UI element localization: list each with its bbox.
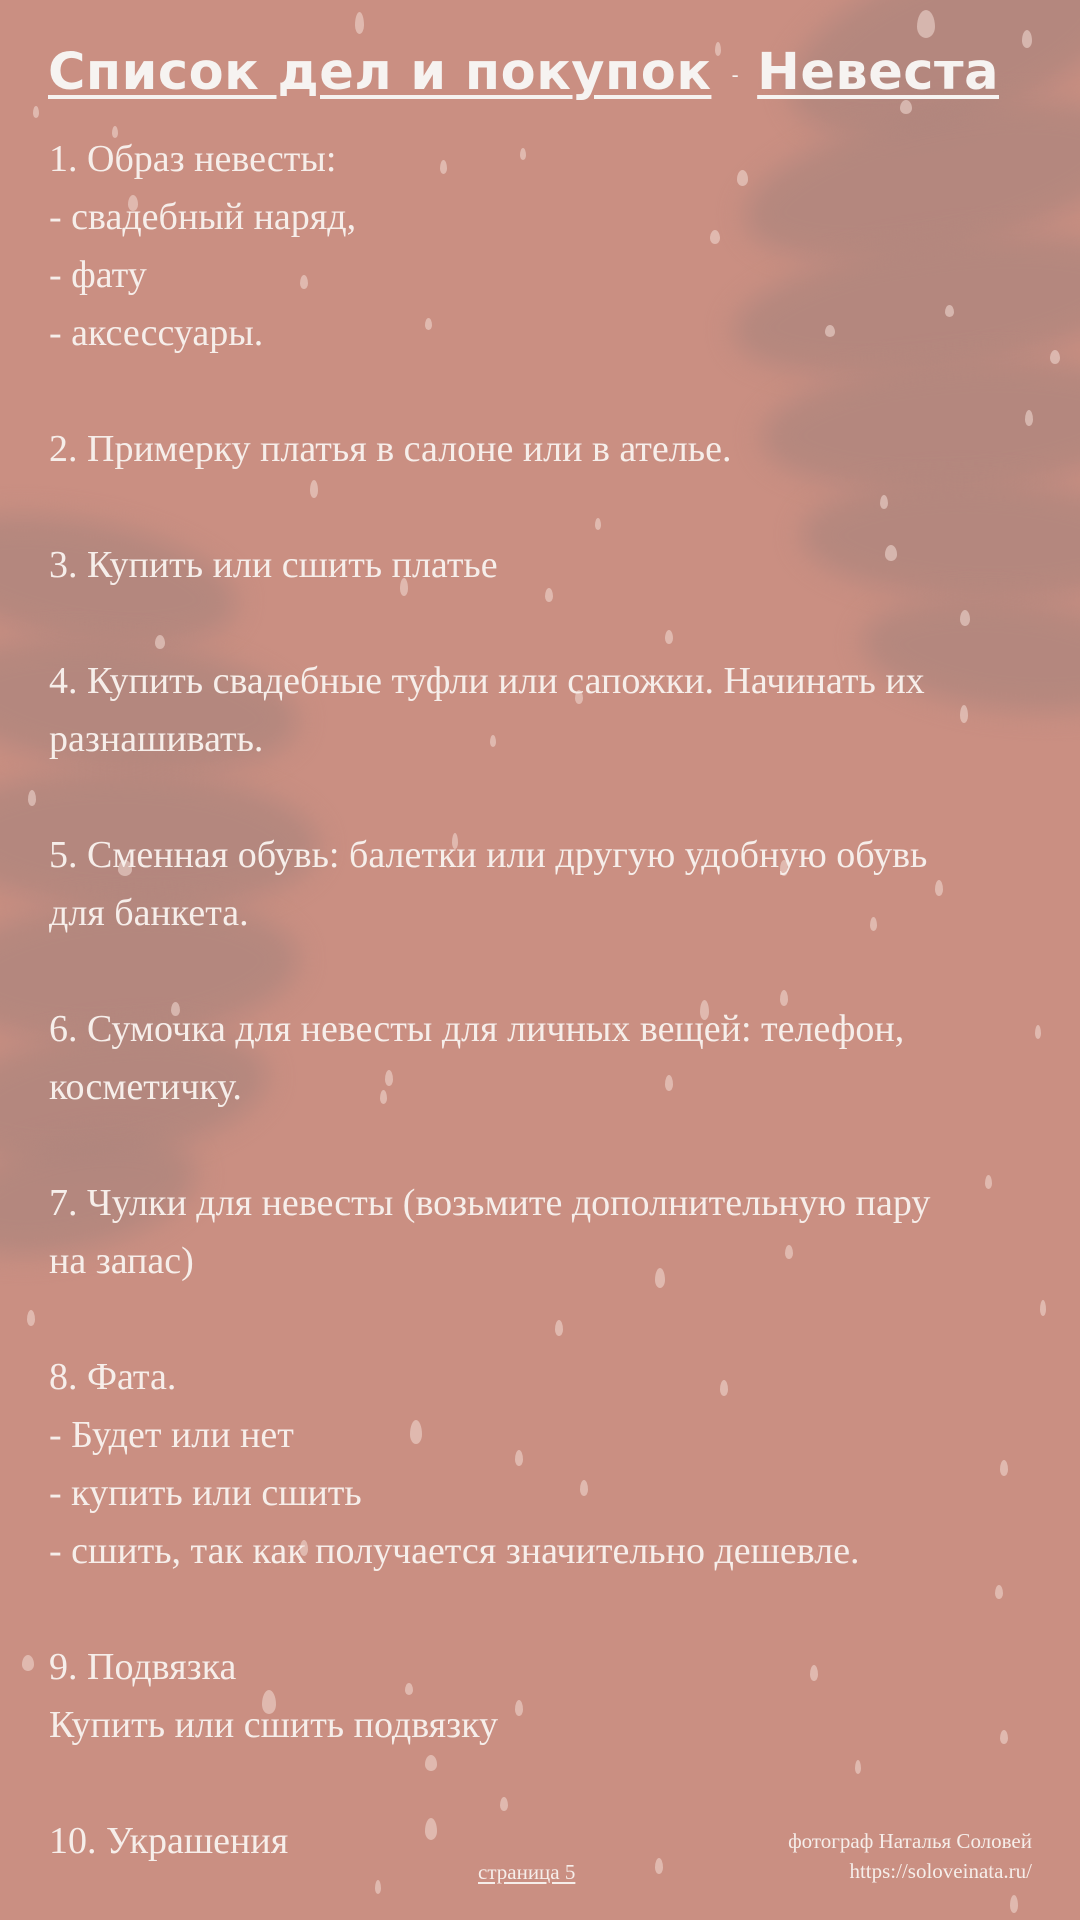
checklist-item-1	[49, 130, 1039, 362]
spacer	[49, 362, 1039, 420]
title-sub: Невеста	[757, 43, 999, 102]
item-continuation: разнашивать.	[49, 718, 264, 760]
spacer	[49, 1116, 1039, 1174]
item-subline: - купить или сшить	[49, 1472, 362, 1514]
photographer-credit	[788, 1826, 1032, 1886]
item-continuation: для банкета.	[49, 892, 249, 934]
item-continuation: косметичку.	[49, 1066, 242, 1108]
item-heading: 4. Купить свадебные туфли или сапожки. Начинать их	[49, 660, 925, 702]
item-subline: Купить или сшить подвязку	[49, 1704, 499, 1746]
page-title	[48, 38, 999, 110]
item-heading: 6. Сумочка для невесты для личных вещей: телефон,	[49, 1008, 905, 1050]
spacer	[49, 594, 1039, 652]
title-main: Список дел и покупок	[48, 43, 712, 102]
checklist-item-4	[49, 652, 1039, 768]
credit-url-link[interactable]: https://soloveinata.ru/	[849, 1859, 1032, 1883]
checklist-item-5	[49, 826, 1039, 942]
item-continuation: на запас)	[49, 1240, 194, 1282]
item-heading: 8. Фата.	[49, 1356, 177, 1398]
checklist	[49, 130, 1039, 1870]
item-heading: 5. Сменная обувь: балетки или другую удобную обувь	[49, 834, 928, 876]
checklist-item-7	[49, 1174, 1039, 1290]
page-number-link[interactable]: страница 5	[478, 1860, 576, 1884]
item-subline: - сшить, так как получается значительно дешевле.	[49, 1530, 860, 1572]
checklist-item-2	[49, 420, 1039, 478]
item-heading: 9. Подвязка	[49, 1646, 237, 1688]
checklist-item-6	[49, 1000, 1039, 1116]
item-subline: - аксессуары.	[49, 312, 264, 354]
spacer	[49, 1754, 1039, 1812]
spacer	[49, 1290, 1039, 1348]
item-subline: - Будет или нет	[49, 1414, 294, 1456]
spacer	[49, 1580, 1039, 1638]
checklist-item-8	[49, 1348, 1039, 1580]
item-heading: 7. Чулки для невесты (возьмите дополнительную пару	[49, 1182, 931, 1224]
item-heading: 10. Украшения	[49, 1820, 289, 1862]
checklist-item-3	[49, 536, 1039, 594]
item-heading: 1. Образ невесты:	[49, 138, 337, 180]
title-separator: -	[731, 63, 740, 87]
item-heading: 3. Купить или сшить платье	[49, 544, 498, 586]
spacer	[49, 478, 1039, 536]
spacer	[49, 942, 1039, 1000]
item-heading: 2. Примерку платья в салоне или в ателье.	[49, 428, 732, 470]
spacer	[49, 768, 1039, 826]
credit-name: фотограф Наталья Соловей	[788, 1829, 1032, 1853]
checklist-item-9	[49, 1638, 1039, 1754]
item-subline: - свадебный наряд,	[49, 196, 357, 238]
item-subline: - фату	[49, 254, 147, 296]
